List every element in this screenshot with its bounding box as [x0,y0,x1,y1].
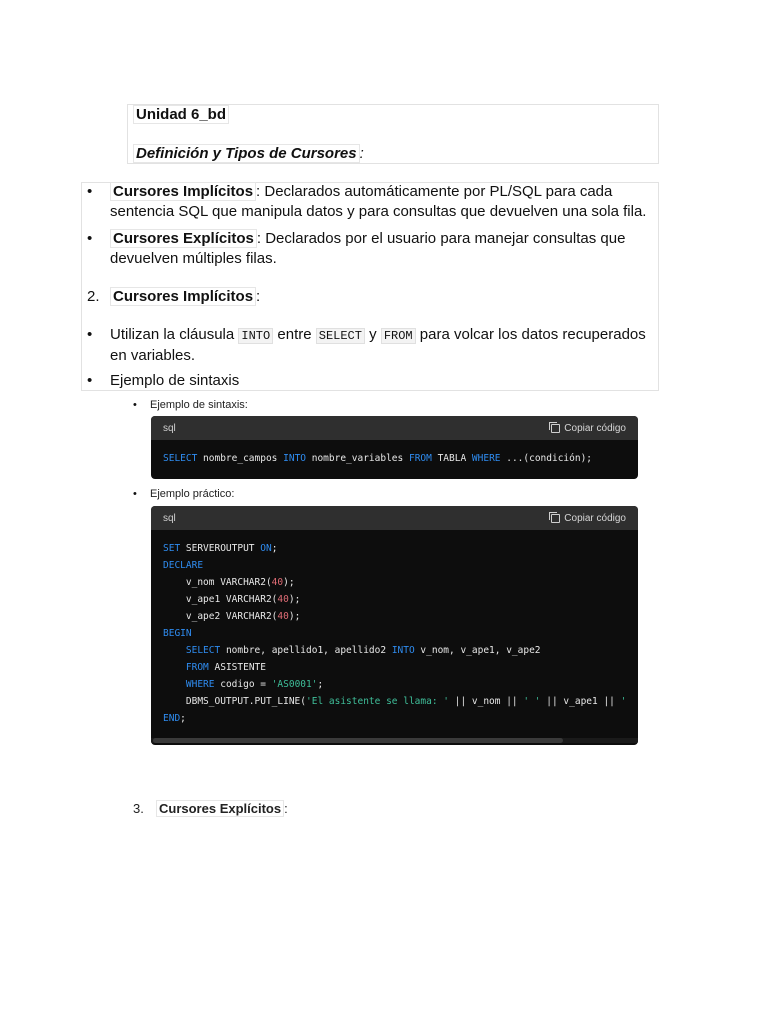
copy-code-button[interactable] [551,513,626,524]
bullet-dot: • [87,183,93,200]
section-heading: Definición y Tipos de Cursores : [133,145,364,162]
code-block-practical [151,506,638,745]
bullet-dot: • [87,230,93,247]
horizontal-scrollbar[interactable] [151,738,638,743]
page-title: Unidad 6_bd [133,106,229,123]
copy-label: Copiar código [564,512,626,524]
bullet-dot: • [133,488,137,500]
bullet-dot: • [87,372,93,389]
list-item: Ejemplo de sintaxis [110,372,240,389]
code-language: sql [163,512,176,524]
bullet-dot: • [133,399,137,411]
section-heading: Cursores Explícitos : [156,801,288,816]
code-header [151,506,638,530]
copy-code-button[interactable] [551,423,626,434]
list-item: Cursores Explícitos : Declarados por el usuario para manejar consultas que devuelven múltiples filas. [110,230,626,267]
section-heading: Cursores Implícitos : [110,287,656,307]
code-header [151,416,638,440]
list-item: Utilizan la cláusula INTO entre SELECT y FROM para volcar los datos recuperados en variables. [110,326,646,364]
code-language: sql [163,422,176,434]
copy-icon [551,424,560,433]
syntax-label: Ejemplo de sintaxis: [150,399,248,411]
bullet-dot: • [87,326,93,343]
code-block-syntax [151,416,638,479]
section-number: 2. [87,288,100,305]
copy-icon [551,514,560,523]
code-content: SELECT nombre_campos INTO nombre_variables FROM TABLA WHERE ...(condición); [163,453,593,464]
scrollbar-thumb[interactable] [153,738,563,743]
code-content: SET SERVEROUTPUT ON; DECLARE v_nom VARCHAR2(40); v_ape1 VARCHAR2(40); v_ape2 VARCHAR2(40); BEGIN SELECT nombre, apellido1, apellido2 INTO v_nom, v_ape1, v_ape2 FROM ASISTENTE WHERE codigo = 'AS0001'; DBMS_OUTPUT.PUT_LINE('El asistente se llama: ' || v_nom || ' ' || v_ape1 || ' END; [163,543,627,724]
practical-label: Ejemplo práctico: [150,488,235,500]
copy-label: Copiar código [564,422,626,434]
section-number: 3. [133,801,144,816]
list-item: Cursores Implícitos : Declarados automáticamente por PL/SQL para cada sentencia SQL que manipula datos y para consultas que devuelven una sola fila. [110,183,647,220]
